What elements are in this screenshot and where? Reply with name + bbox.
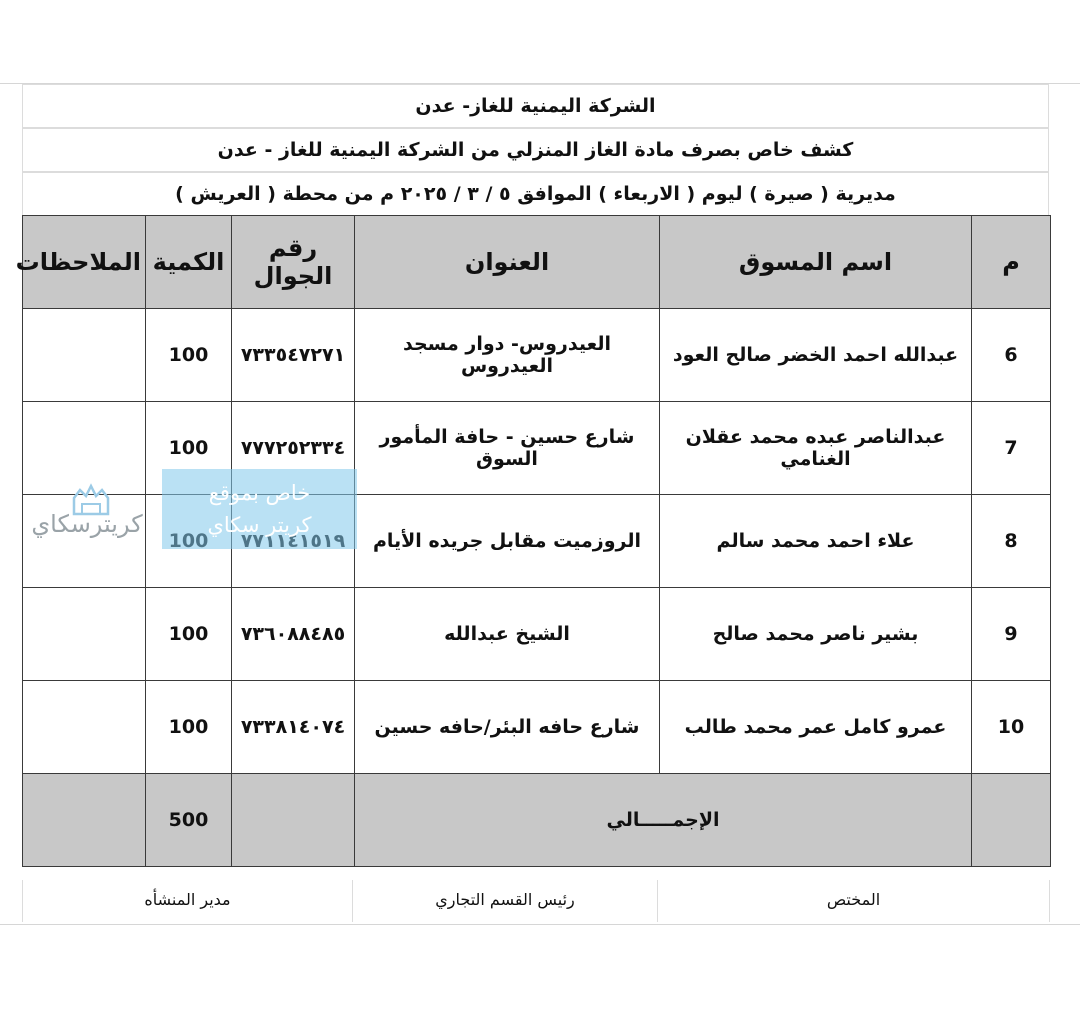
table-row: [23, 588, 1051, 681]
watermark-logo: [22, 472, 152, 552]
total-row: [23, 774, 1051, 867]
index-cell: 7: [972, 402, 1051, 495]
header-marketer: اسم المسوق: [660, 216, 972, 309]
company-title: الشركة اليمنية للغاز- عدن: [22, 84, 1049, 128]
notes-cell: [23, 309, 146, 402]
total-notes-cell: [23, 774, 146, 867]
phone-cell: ٧٣٦٠٨٨٤٨٥: [232, 588, 355, 681]
address-cell: الشيخ عبدالله: [355, 588, 660, 681]
quantity-cell: 100: [146, 309, 232, 402]
header-quantity: الكمية: [146, 216, 232, 309]
total-quantity: 500: [146, 774, 232, 867]
table-row: [23, 681, 1051, 774]
notes-cell: [23, 588, 146, 681]
district-date-station-line: مديرية ( صيرة ) ليوم ( الاربعاء ) الموافق ٥ / ٣ / ٢٠٢٥ م من محطة ( العريش ): [22, 172, 1049, 216]
signature-facility-manager: مدير المنشأه: [22, 880, 353, 922]
signature-specialist: المختص: [658, 880, 1050, 922]
watermark-line2: كريتر سكاي: [207, 513, 312, 537]
address-cell: شارع حسين - حافة المأمور السوق: [355, 402, 660, 495]
marketer-cell: عبدالناصر عبده محمد عقلان الغنامي: [660, 402, 972, 495]
total-index-cell: [972, 774, 1051, 867]
total-phone-cell: [232, 774, 355, 867]
index-cell: 6: [972, 309, 1051, 402]
header-index: م: [972, 216, 1051, 309]
document-subtitle: كشف خاص بصرف مادة الغاز المنزلي من الشركة اليمنية للغاز - عدن: [22, 128, 1049, 172]
signature-commercial-head: رئيس القسم التجاري: [353, 880, 658, 922]
phone-cell: ٧٣٣٥٤٧٢٧١: [232, 309, 355, 402]
quantity-cell: 100: [146, 681, 232, 774]
notes-cell: [23, 681, 146, 774]
marketer-cell: بشير ناصر محمد صالح: [660, 588, 972, 681]
watermark-box: [162, 469, 357, 549]
table-row: [23, 309, 1051, 402]
index-cell: 9: [972, 588, 1051, 681]
phone-cell: ٧٧٧٢٥٢٣٣٤: [232, 402, 355, 495]
table-header-row: [23, 216, 1051, 309]
index-cell: 10: [972, 681, 1051, 774]
marketer-cell: علاء احمد محمد سالم: [660, 495, 972, 588]
header-address: العنوان: [355, 216, 660, 309]
watermark-line1: خاص بموقع: [208, 481, 311, 505]
quantity-cell: 100: [146, 402, 232, 495]
header-notes: الملاحظات: [23, 216, 146, 309]
address-cell: الروزميت مقابل جريده الأيام: [355, 495, 660, 588]
index-cell: 8: [972, 495, 1051, 588]
phone-cell: ٧٣٣٨١٤٠٧٤: [232, 681, 355, 774]
total-label: الإجمـــــالي: [355, 774, 972, 867]
header-phone: رقم الجوال: [232, 216, 355, 309]
watermark-logo-text: كريترسكاي: [31, 510, 143, 538]
quantity-cell: 100: [146, 588, 232, 681]
address-cell: العيدروس- دوار مسجد العيدروس: [355, 309, 660, 402]
marketer-cell: عبدالله احمد الخضر صالح العود: [660, 309, 972, 402]
marketer-cell: عمرو كامل عمر محمد طالب: [660, 681, 972, 774]
address-cell: شارع حافه البئر/حافه حسين: [355, 681, 660, 774]
